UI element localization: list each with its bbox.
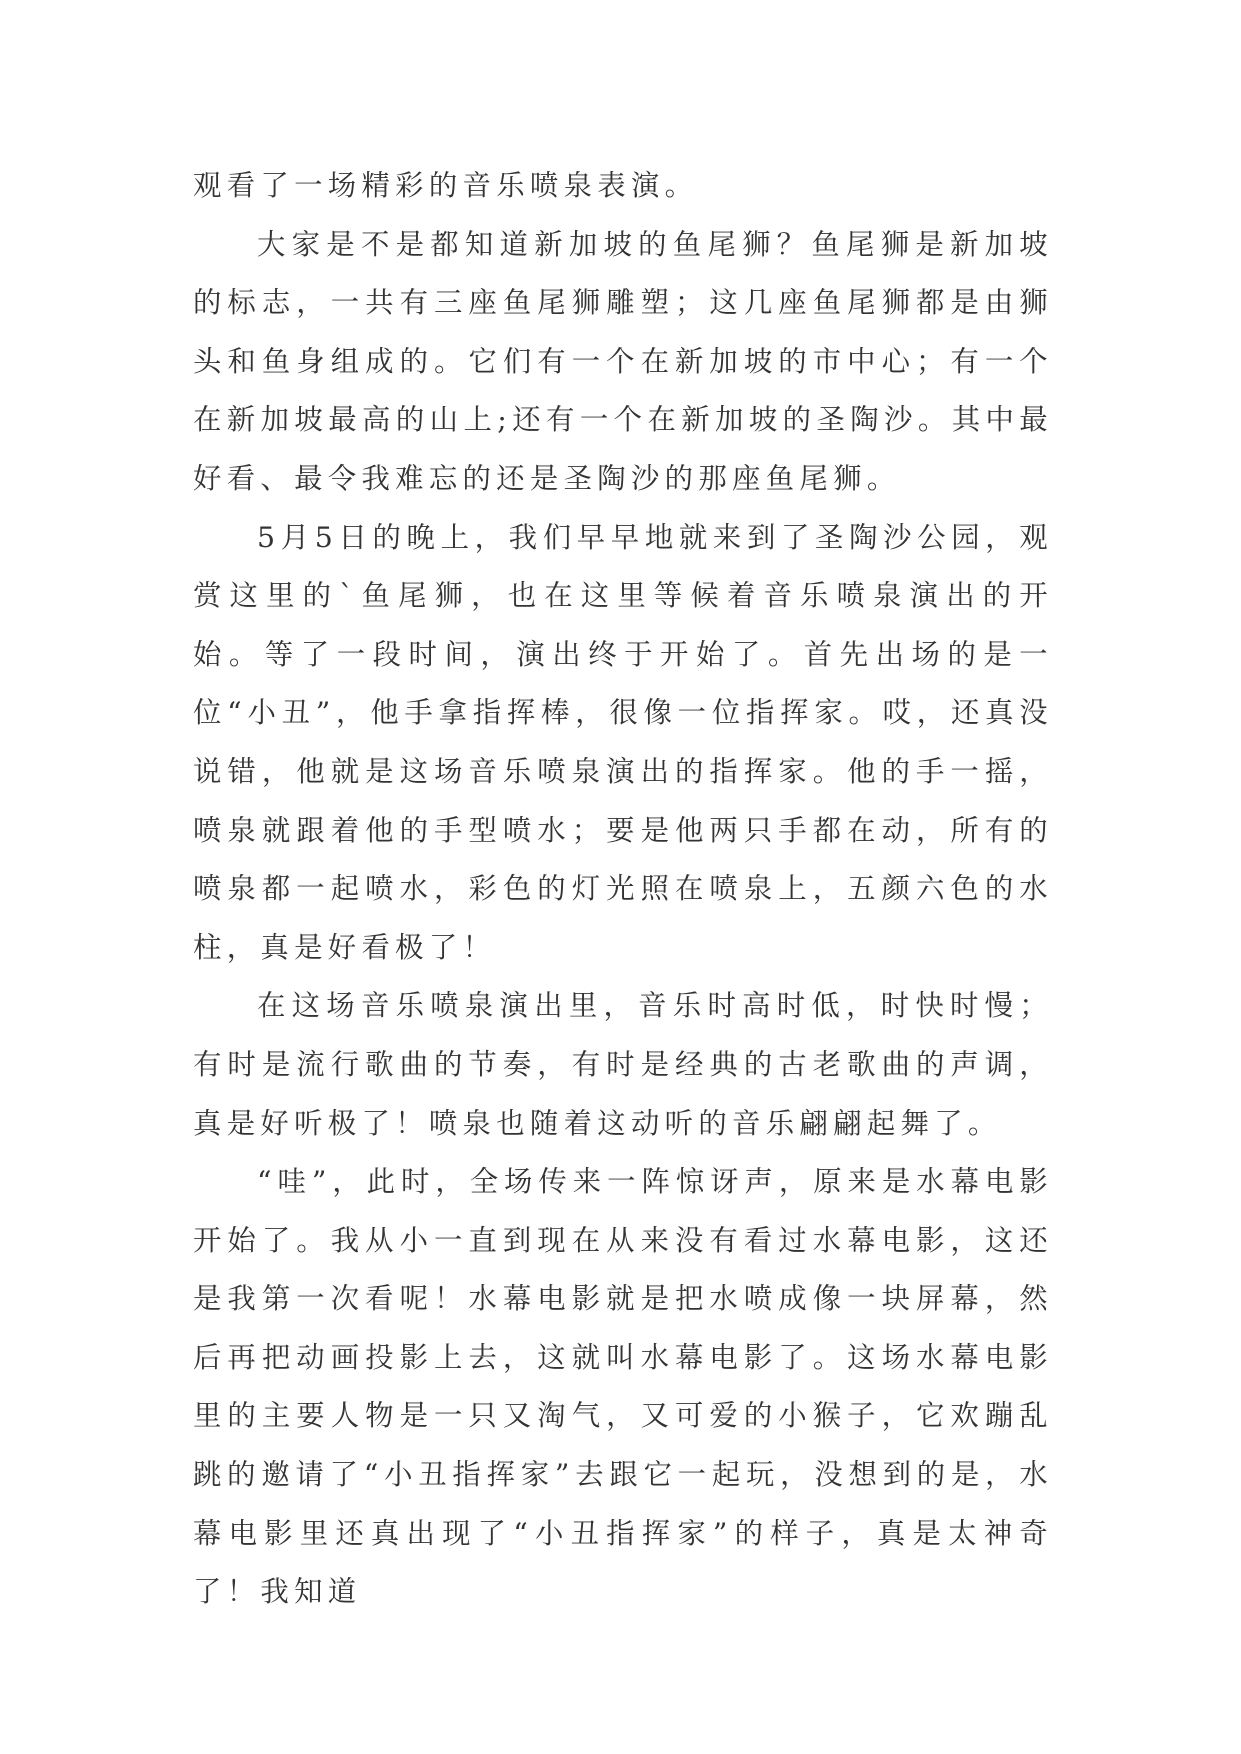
paragraph-4: 在这场音乐喷泉演出里，音乐时高时低，时快时慢；有时是流行歌曲的节奏，有时是经典的古老歌曲的声调，真是好听极了！喷泉也随着这动听的音乐翩翩起舞了。 xyxy=(193,989,1053,1140)
paragraph-1: 观看了一场精彩的音乐喷泉表演。 xyxy=(193,169,699,202)
paragraph-3: 5月5日的晚上，我们早早地就来到了圣陶沙公园，观赏这里的`鱼尾狮，也在这里等候着音乐喷泉演出的开始。等了一段时间，演出终于开始了。首先出场的是一位“小丑”，他手拿指挥棒，很像一位指挥家。哎，还真没说错，他就是这场音乐喷泉演出的指挥家。他的手一摇，喷泉就跟着他的手型喷水；要是他两只手都在动，所有的喷泉都一起喷水，彩色的灯光照在喷泉上，五颜六色的水柱，真是好看极了！ xyxy=(193,520,1053,964)
paragraph-5: “哇”，此时，全场传来一阵惊讶声，原来是水幕电影开始了。我从小一直到现在从来没有看过水幕电影，这还是我第一次看呢！水幕电影就是把水喷成像一块屏幕，然后再把动画投影上去，这就叫水幕电影了。这场水幕电影里的主要人物是一只又淘气，又可爱的小猴子，它欢蹦乱跳的邀请了“小丑指挥家”去跟它一起玩，没想到的是，水幕电影里还真出现了“小丑指挥家”的样子，真是太神奇了！我知道 xyxy=(193,1165,1053,1609)
paragraph-2: 大家是不是都知道新加坡的鱼尾狮？鱼尾狮是新加坡的标志，一共有三座鱼尾狮雕塑；这几座鱼尾狮都是由狮头和鱼身组成的。它们有一个在新加坡的市中心；有一个在新加坡最高的山上;还有一个在新加坡的圣陶沙。其中最好看、最令我难忘的还是圣陶沙的那座鱼尾狮。 xyxy=(193,227,1053,495)
document-body xyxy=(193,157,1053,1622)
